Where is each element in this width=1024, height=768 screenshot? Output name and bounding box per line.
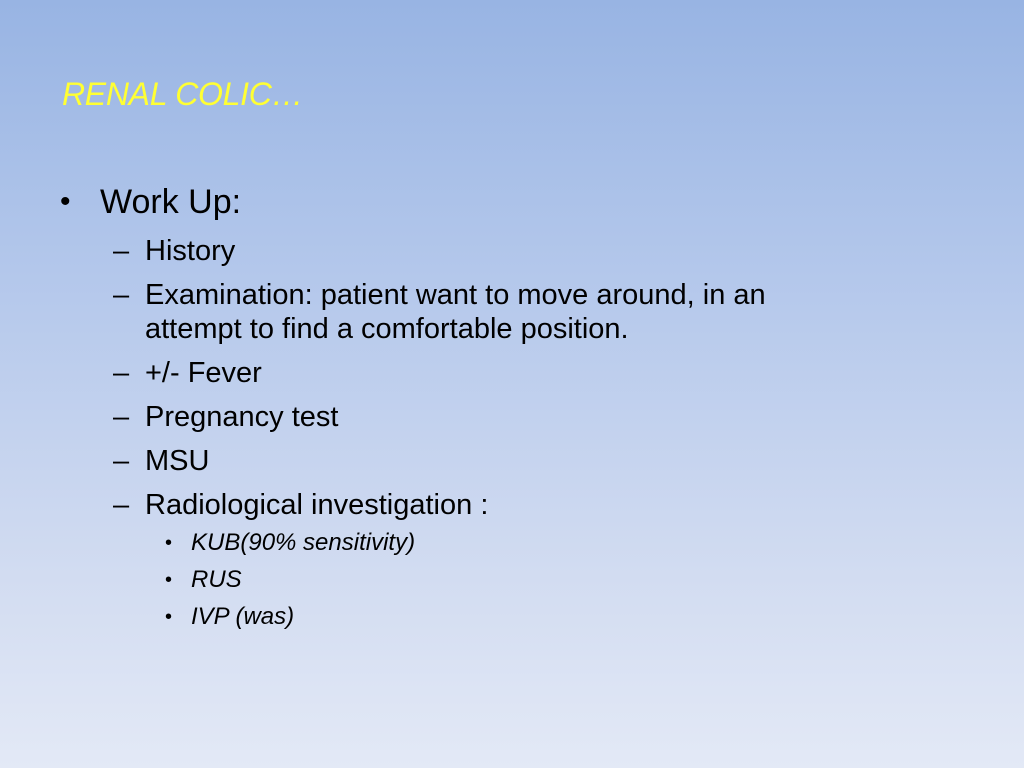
dash-icon: – bbox=[113, 445, 130, 477]
dash-icon: – bbox=[113, 401, 130, 433]
slide-title: RENAL COLIC… bbox=[62, 76, 304, 112]
dash-icon: – bbox=[113, 279, 130, 311]
dash-icon: – bbox=[113, 235, 130, 267]
radiology-item-rus bbox=[58, 565, 958, 595]
sub-item-examination bbox=[58, 278, 865, 346]
bullet-text: Work Up: bbox=[100, 183, 242, 221]
sub-item-text: History bbox=[145, 235, 236, 267]
sub-item-text: Examination: patient want to move around, in an attempt to find a comfortable position. bbox=[145, 279, 766, 345]
radiology-item-text: RUS bbox=[191, 566, 242, 593]
sub-item-fever bbox=[58, 356, 865, 390]
dash-icon: – bbox=[113, 357, 130, 389]
slide-content bbox=[58, 180, 958, 632]
radiology-item-text: KUB(90% sensitivity) bbox=[191, 529, 416, 556]
bullet-dot-icon: • bbox=[165, 569, 173, 591]
sub-item-msu bbox=[58, 444, 865, 478]
bullet-dot-icon: • bbox=[60, 185, 71, 218]
sub-item-text: MSU bbox=[145, 445, 210, 477]
sub-item-text: Pregnancy test bbox=[145, 401, 339, 433]
sub-item-radiological bbox=[58, 488, 865, 522]
sub-item-text: +/- Fever bbox=[145, 357, 262, 389]
radiology-item-kub bbox=[58, 528, 958, 558]
radiology-item-text: IVP (was) bbox=[191, 603, 295, 630]
bullet-dot-icon: • bbox=[165, 606, 173, 628]
sub-item-pregnancy-test bbox=[58, 400, 865, 434]
sub-item-history bbox=[58, 234, 865, 268]
radiology-item-ivp bbox=[58, 602, 958, 632]
bullet-dot-icon: • bbox=[165, 532, 173, 554]
bullet-work-up bbox=[58, 180, 958, 224]
dash-icon: – bbox=[113, 489, 130, 521]
sub-item-text: Radiological investigation : bbox=[145, 489, 489, 521]
